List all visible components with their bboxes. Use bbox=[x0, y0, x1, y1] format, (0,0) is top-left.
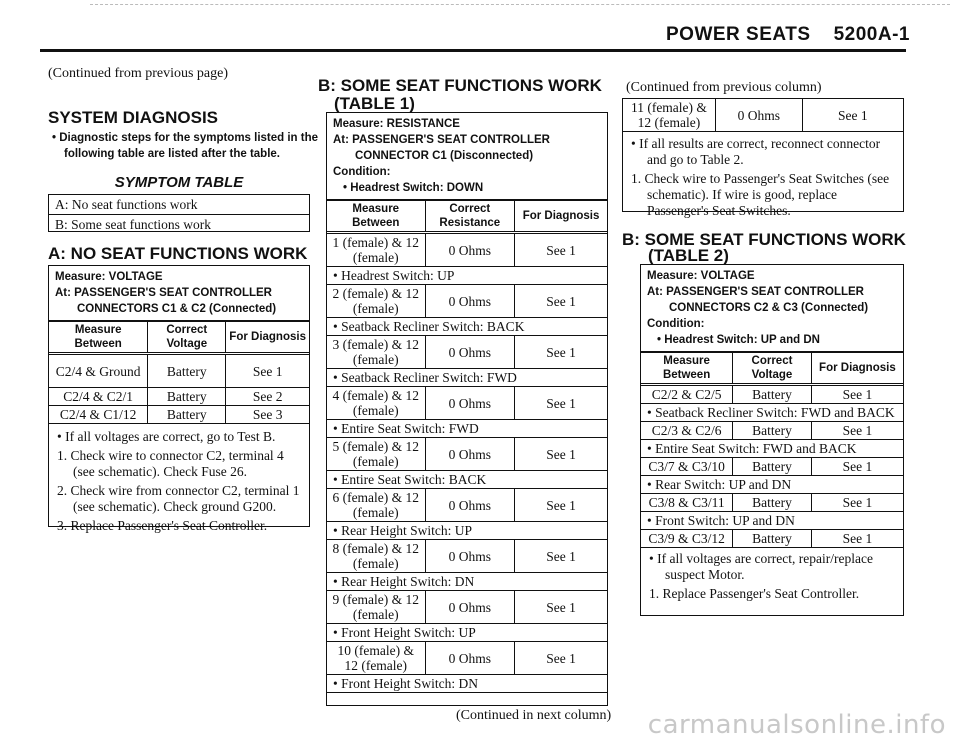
cell-measure: C2/2 & C2/5 bbox=[641, 385, 733, 404]
condition-text: • Front Height Switch: UP bbox=[327, 624, 607, 642]
condition-text: • Rear Switch: UP and DN bbox=[641, 476, 903, 494]
condition-item: • Headrest Switch: UP and DN bbox=[657, 334, 820, 346]
table1 bbox=[327, 200, 607, 693]
measure-label: Measure: RESISTANCE bbox=[333, 118, 460, 130]
table-row bbox=[327, 233, 607, 267]
table-row bbox=[641, 422, 903, 440]
condition-text: • Rear Height Switch: UP bbox=[327, 522, 607, 540]
condition-row bbox=[327, 369, 607, 387]
cell-value: Battery bbox=[733, 422, 812, 440]
table-row bbox=[641, 494, 903, 512]
header-measure-between: Measure Between bbox=[49, 322, 148, 354]
cell-value: Battery bbox=[733, 494, 812, 512]
section-a-measure-block bbox=[49, 266, 309, 321]
cell-value: Battery bbox=[733, 385, 812, 404]
header-correct-voltage: Correct Voltage bbox=[733, 353, 812, 385]
at-label: At: PASSENGER'S SEAT CONTROLLER bbox=[333, 134, 550, 146]
table1-continuation-box bbox=[622, 98, 904, 218]
cell-diagnosis: See 3 bbox=[226, 406, 309, 424]
table-row bbox=[641, 385, 903, 404]
header-correct-voltage: Correct Voltage bbox=[148, 322, 226, 354]
header-measure-between: Measure Between bbox=[641, 353, 733, 385]
table-row bbox=[641, 458, 903, 476]
continued-from-page: (Continued from previous page) bbox=[48, 66, 229, 81]
condition-text: • Seatback Recliner Switch: FWD and BACK bbox=[641, 404, 903, 422]
condition-row bbox=[327, 522, 607, 540]
condition-text: • Seatback Recliner Switch: BACK bbox=[327, 318, 607, 336]
condition-text: • Front Switch: UP and DN bbox=[641, 512, 903, 530]
cell-measure: C3/9 & C3/12 bbox=[641, 530, 733, 548]
at-connectors: CONNECTORS C1 & C2 (Connected) bbox=[77, 303, 277, 315]
continued-from-column: (Continued from previous column) bbox=[626, 80, 822, 95]
cell-diagnosis: See 2 bbox=[226, 388, 309, 406]
cell-diagnosis: See 1 bbox=[515, 233, 607, 267]
system-diagnosis-heading: SYSTEM DIAGNOSIS bbox=[48, 108, 219, 127]
cell-value: 0 Ohms bbox=[425, 387, 515, 420]
table2-subheading: (TABLE 2) bbox=[648, 246, 729, 265]
condition-row bbox=[327, 318, 607, 336]
cell-measure: 1 (female) & 12 (female) bbox=[327, 233, 425, 267]
at-label: At: PASSENGER'S SEAT CONTROLLER bbox=[55, 287, 272, 299]
cell-value: 0 Ohms bbox=[425, 233, 515, 267]
table-row bbox=[327, 438, 607, 471]
table-row bbox=[641, 530, 903, 548]
at-label: At: PASSENGER'S SEAT CONTROLLER bbox=[647, 286, 864, 298]
cell-value: 0 Ohms bbox=[425, 285, 515, 318]
cell-diagnosis: See 1 bbox=[515, 285, 607, 318]
symptom-row-a: A: No seat functions work bbox=[49, 195, 309, 215]
symptom-table-heading: SYMPTOM TABLE bbox=[114, 174, 244, 191]
cell-diagnosis: See 1 bbox=[811, 494, 903, 512]
cell-value: 0 Ohms bbox=[425, 591, 515, 624]
cell-measure: C3/8 & C3/11 bbox=[641, 494, 733, 512]
condition-row bbox=[327, 675, 607, 693]
table-row bbox=[327, 540, 607, 573]
table1-notes bbox=[623, 132, 903, 226]
table-row bbox=[327, 285, 607, 318]
header-for-diagnosis: For Diagnosis bbox=[226, 322, 309, 354]
watermark: carmanualsonline.info bbox=[647, 710, 946, 740]
condition-text: • Seatback Recliner Switch: FWD bbox=[327, 369, 607, 387]
cell-value: 0 Ohms bbox=[425, 438, 515, 471]
condition-row bbox=[641, 440, 903, 458]
table-row bbox=[327, 387, 607, 420]
measure-label: Measure: VOLTAGE bbox=[647, 270, 755, 282]
cell-diagnosis: See 1 bbox=[515, 489, 607, 522]
note-item: 1. Check wire to connector C2, terminal 4 (see schematic). Check Fuse 26. bbox=[57, 448, 284, 479]
table1-subheading: (TABLE 1) bbox=[334, 94, 415, 113]
cell-value: 0 Ohms bbox=[425, 642, 515, 675]
cell-measure: C3/7 & C3/10 bbox=[641, 458, 733, 476]
cell-value: 0 Ohms bbox=[425, 489, 515, 522]
table-row bbox=[49, 354, 309, 388]
table-row bbox=[327, 489, 607, 522]
condition-text: • Entire Seat Switch: FWD bbox=[327, 420, 607, 438]
cell-measure: 5 (female) & 12 (female) bbox=[327, 438, 425, 471]
cell-measure: C2/3 & C2/6 bbox=[641, 422, 733, 440]
cell-diagnosis: See 1 bbox=[515, 540, 607, 573]
cell-value: 0 Ohms bbox=[715, 99, 802, 132]
condition-text: • Entire Seat Switch: FWD and BACK bbox=[641, 440, 903, 458]
condition-row bbox=[327, 267, 607, 285]
condition-item: • Headrest Switch: DOWN bbox=[343, 182, 484, 194]
cell-value: Battery bbox=[148, 354, 226, 388]
note-item: 1. Check wire to Passenger's Seat Switches (see schematic). If wire is good, replace Passenger's Seat Switches. bbox=[631, 171, 890, 218]
header-for-diagnosis: For Diagnosis bbox=[515, 201, 607, 233]
cell-measure: 8 (female) & 12 (female) bbox=[327, 540, 425, 573]
table-row bbox=[327, 336, 607, 369]
cell-measure: 2 (female) & 12 (female) bbox=[327, 285, 425, 318]
table1-box bbox=[326, 112, 608, 706]
table2 bbox=[641, 352, 903, 548]
table-row bbox=[49, 388, 309, 406]
cell-measure: C2/4 & Ground bbox=[49, 354, 148, 388]
cell-value: Battery bbox=[148, 406, 226, 424]
cell-measure: C2/4 & C2/1 bbox=[49, 388, 148, 406]
condition-label: Condition: bbox=[647, 318, 705, 330]
condition-row bbox=[641, 512, 903, 530]
condition-row bbox=[327, 471, 607, 489]
condition-row bbox=[327, 573, 607, 591]
at-connector: CONNECTOR C1 (Disconnected) bbox=[355, 150, 534, 162]
cell-measure: 6 (female) & 12 (female) bbox=[327, 489, 425, 522]
table1-measure-block bbox=[327, 113, 607, 200]
header-rule bbox=[40, 49, 906, 52]
condition-text: • Rear Height Switch: DN bbox=[327, 573, 607, 591]
cell-measure: 4 (female) & 12 (female) bbox=[327, 387, 425, 420]
table2-notes bbox=[641, 548, 903, 609]
top-dashed-rule bbox=[90, 4, 950, 5]
note-item: • If all voltages are correct, go to Test B. bbox=[57, 429, 276, 444]
cell-value: Battery bbox=[148, 388, 226, 406]
cell-measure: C2/4 & C1/12 bbox=[49, 406, 148, 424]
cell-diagnosis: See 1 bbox=[226, 354, 309, 388]
condition-row bbox=[327, 420, 607, 438]
section-a-box bbox=[48, 265, 310, 533]
cell-measure: 3 (female) & 12 (female) bbox=[327, 336, 425, 369]
cell-measure: 11 (female) & 12 (female) bbox=[623, 99, 715, 132]
cell-diagnosis: See 1 bbox=[515, 336, 607, 369]
note-item: • If all results are correct, reconnect connector and go to Table 2. bbox=[631, 136, 881, 167]
header-correct-resistance: Correct Resistance bbox=[425, 201, 515, 233]
cell-measure: 9 (female) & 12 (female) bbox=[327, 591, 425, 624]
header-for-diagnosis: For Diagnosis bbox=[811, 353, 903, 385]
cell-diagnosis: See 1 bbox=[515, 387, 607, 420]
table1-continuation bbox=[623, 99, 903, 132]
cell-value: Battery bbox=[733, 458, 812, 476]
table1-heading: B: SOME SEAT FUNCTIONS WORK bbox=[318, 76, 602, 95]
cell-diagnosis: See 1 bbox=[802, 99, 903, 132]
table-row bbox=[49, 406, 309, 424]
table2-heading: B: SOME SEAT FUNCTIONS WORK bbox=[622, 230, 906, 249]
table-header-row bbox=[327, 201, 607, 233]
section-a-table bbox=[49, 321, 309, 424]
cell-diagnosis: See 1 bbox=[811, 422, 903, 440]
cell-diagnosis: See 1 bbox=[515, 642, 607, 675]
cell-diagnosis: See 1 bbox=[811, 385, 903, 404]
section-a-heading: A: NO SEAT FUNCTIONS WORK bbox=[48, 244, 308, 263]
condition-text: • Entire Seat Switch: BACK bbox=[327, 471, 607, 489]
table-row bbox=[623, 99, 903, 132]
table-header-row bbox=[641, 353, 903, 385]
condition-row bbox=[641, 476, 903, 494]
table2-measure-block bbox=[641, 265, 903, 352]
measure-label: Measure: VOLTAGE bbox=[55, 271, 163, 283]
condition-label: Condition: bbox=[333, 166, 391, 178]
system-diagnosis-text: Diagnostic steps for the symptoms listed in the following table are listed after the table. bbox=[59, 132, 319, 160]
cell-measure: 10 (female) & 12 (female) bbox=[327, 642, 425, 675]
cell-diagnosis: See 1 bbox=[515, 591, 607, 624]
note-item: • If all voltages are correct, repair/replace suspect Motor. bbox=[649, 551, 873, 582]
page-header-title: POWER SEATS 5200A-1 bbox=[666, 24, 910, 45]
table-row bbox=[327, 642, 607, 675]
section-a-notes bbox=[49, 424, 309, 541]
cell-value: Battery bbox=[733, 530, 812, 548]
header-measure-between: Measure Between bbox=[327, 201, 425, 233]
table2-box bbox=[640, 264, 904, 616]
continued-next-column: (Continued in next column) bbox=[456, 708, 612, 723]
system-diagnosis-note bbox=[50, 130, 324, 162]
cell-diagnosis: See 1 bbox=[811, 458, 903, 476]
note-item: 2. Check wire from connector C2, terminal 1 (see schematic). Check ground G200. bbox=[57, 483, 300, 514]
symptom-row-b: B: Some seat functions work bbox=[55, 217, 211, 232]
table-header-row bbox=[49, 322, 309, 354]
at-connectors: CONNECTORS C2 & C3 (Connected) bbox=[669, 302, 869, 314]
condition-text: • Front Height Switch: DN bbox=[327, 675, 607, 693]
cell-value: 0 Ohms bbox=[425, 336, 515, 369]
bullet: • bbox=[52, 132, 60, 144]
cell-diagnosis: See 1 bbox=[811, 530, 903, 548]
note-item: 1. Replace Passenger's Seat Controller. bbox=[649, 586, 860, 601]
cell-value: 0 Ohms bbox=[425, 540, 515, 573]
condition-text: • Headrest Switch: UP bbox=[327, 267, 607, 285]
condition-row bbox=[327, 624, 607, 642]
cell-diagnosis: See 1 bbox=[515, 438, 607, 471]
note-item: 3. Replace Passenger's Seat Controller. bbox=[57, 518, 268, 533]
symptom-table bbox=[48, 194, 310, 232]
condition-row bbox=[641, 404, 903, 422]
table-row bbox=[327, 591, 607, 624]
